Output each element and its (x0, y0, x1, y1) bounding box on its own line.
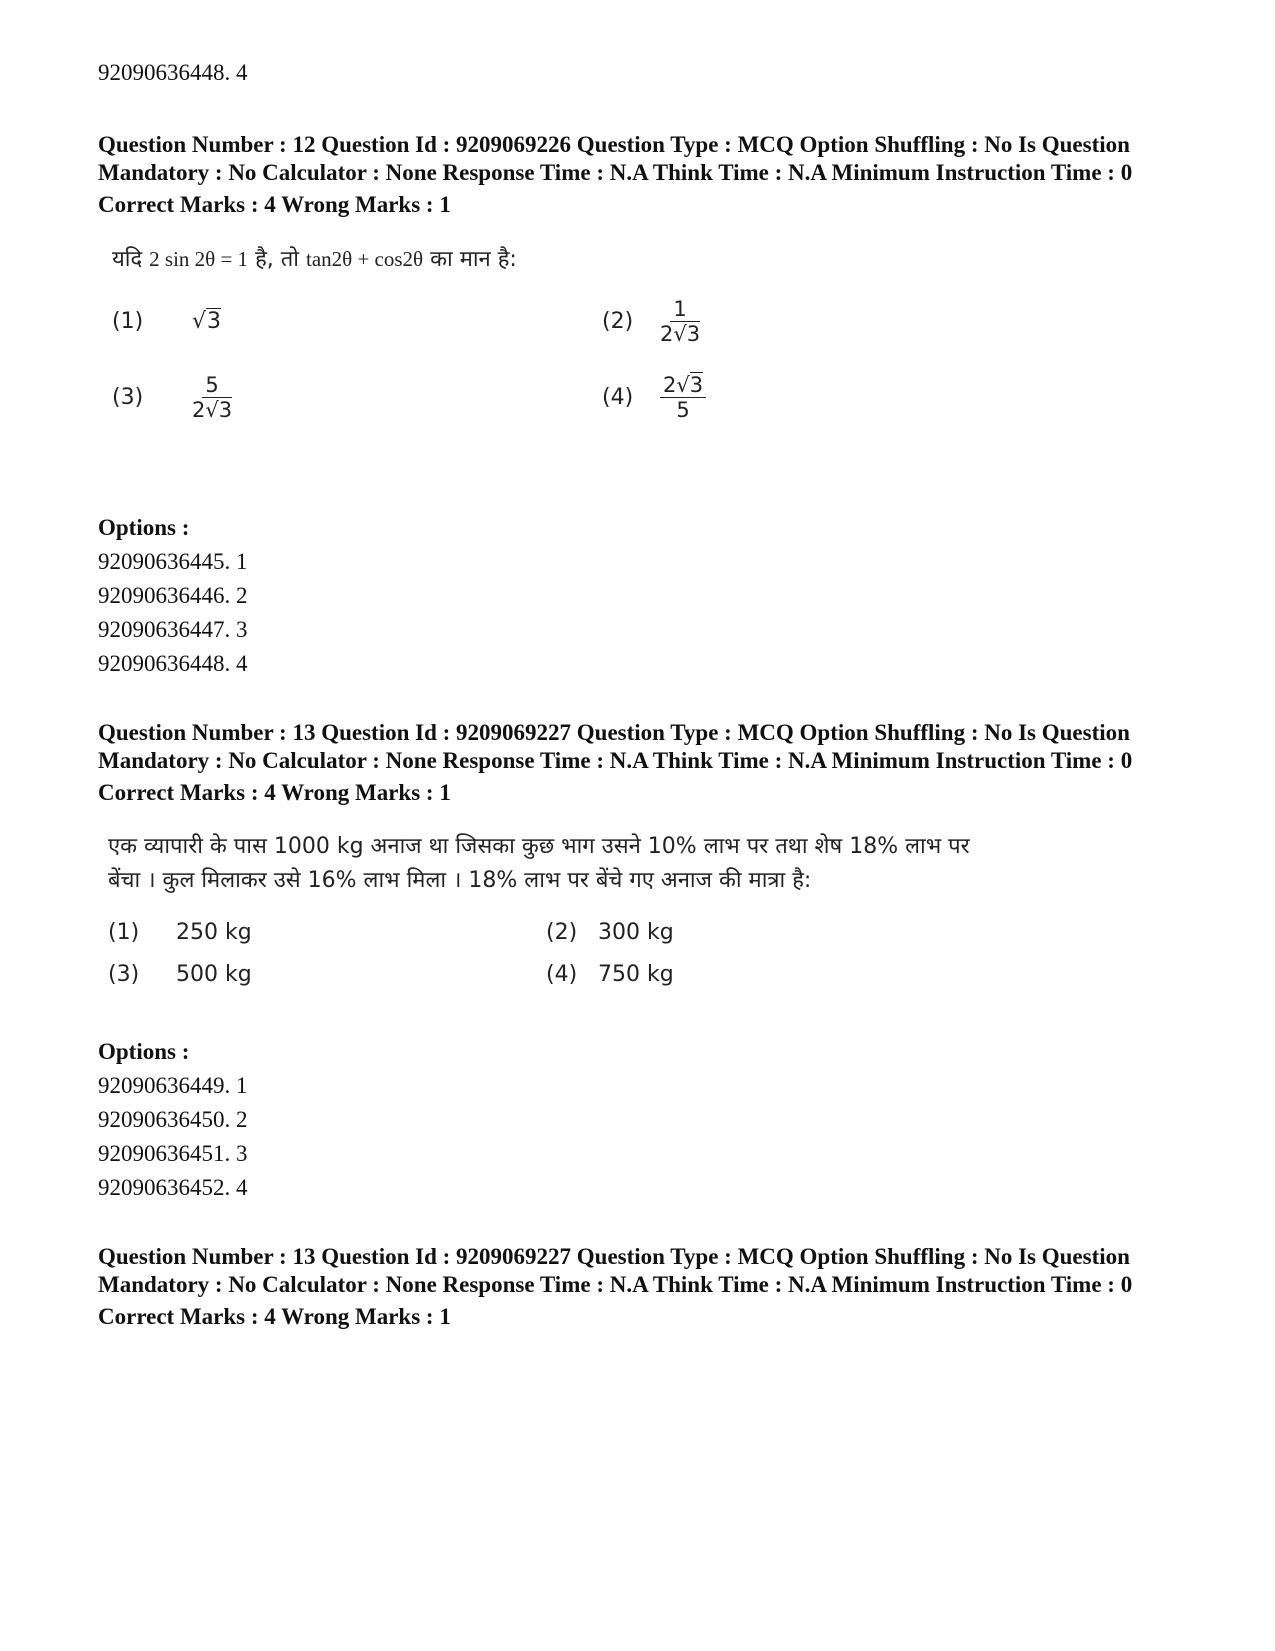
question-block-12 (98, 131, 1188, 427)
choice-2 (546, 914, 846, 950)
choice-number: (1) (108, 919, 140, 945)
question-block-13-repeat (98, 1243, 1188, 1354)
question-header: Question Number : 13 Question Id : 9209069227 Question Type : MCQ Option Shuffling : No Is Question Mandatory : No Calculator : None Response Time : N.A Think Time : N.A Minimum Instruction Time : 0 (98, 720, 1133, 773)
choice-text: 750 kg (598, 961, 674, 987)
choice-grid (112, 291, 1188, 427)
question-text-mid: है, तो (255, 247, 299, 272)
choice-4 (546, 956, 846, 992)
choice-number: (2) (602, 308, 634, 334)
option-line: 92090636445. 1 (98, 549, 248, 574)
choice-text: 250 kg (176, 919, 252, 945)
question-equation: 2 sin 2θ = 1 (149, 247, 249, 271)
option-line: 92090636448. 4 (98, 651, 248, 676)
choice-1 (112, 291, 602, 351)
fraction: $\frac{5}{2√3}$ (192, 372, 233, 422)
question-marks: Correct Marks : 4 Wrong Marks : 1 (98, 780, 451, 805)
choice-4 (602, 367, 902, 427)
fraction: $\frac{2√3}{5}$ (660, 373, 706, 422)
options-list-13 (98, 1035, 248, 1205)
question-image (108, 830, 1188, 992)
question-marks: Correct Marks : 4 Wrong Marks : 1 (98, 192, 451, 217)
choice-number: (2) (546, 919, 578, 945)
question-text-prefix: यदि (112, 247, 143, 272)
option-line: 92090636451. 3 (98, 1141, 248, 1166)
options-list-12 (98, 511, 248, 681)
question-block-13 (98, 719, 1188, 992)
question-header: Question Number : 12 Question Id : 9209069226 Question Type : MCQ Option Shuffling : No Is Question Mandatory : No Calculator : None Response Time : N.A Think Time : N.A Minimum Instruction Time : 0 (98, 132, 1133, 185)
choice-3 (108, 956, 546, 992)
option-line: 92090636449. 1 (98, 1073, 248, 1098)
question-expression: tan2θ + cos2θ (305, 247, 424, 271)
option-line: 92090636452. 4 (98, 1175, 248, 1200)
choice-1 (108, 914, 546, 950)
options-title: Options : (98, 1039, 190, 1064)
question-text-suffix: का मान है: (430, 247, 517, 272)
choice-number: (1) (112, 308, 144, 334)
option-line: 92090636450. 2 (98, 1107, 248, 1132)
question-image (112, 242, 1188, 427)
choice-number: (4) (602, 384, 634, 410)
question-header: Question Number : 13 Question Id : 9209069227 Question Type : MCQ Option Shuffling : No Is Question Mandatory : No Calculator : None Response Time : N.A Think Time : N.A Minimum Instruction Time : 0 (98, 1244, 1133, 1297)
option-line: 92090636447. 3 (98, 617, 248, 642)
question-marks: Correct Marks : 4 Wrong Marks : 1 (98, 1304, 451, 1329)
choice-3 (112, 367, 602, 427)
choice-grid (108, 914, 1188, 992)
choice-2 (602, 291, 902, 351)
choice-text: 300 kg (598, 919, 674, 945)
choice-number: (4) (546, 961, 578, 987)
sqrt-expression: √3 (192, 308, 222, 334)
question-text (112, 242, 1188, 277)
question-text-line-2: बेंचा । कुल मिलाकर उसे 16% लाभ मिला । 18% लाभ पर बेंचे गए अनाज की मात्रा है: (108, 868, 812, 893)
choice-number: (3) (112, 384, 144, 410)
option-line: 92090636448. 4 (98, 60, 248, 85)
options-title: Options : (98, 515, 190, 540)
option-line: 92090636446. 2 (98, 583, 248, 608)
question-text-line-1: एक व्यापारी के पास 1000 kg अनाज था जिसका कुछ भाग उसने 10% लाभ पर तथा शेष 18% लाभ पर (108, 834, 970, 859)
choice-text: 500 kg (176, 961, 252, 987)
fraction: $\frac{1}{2√3}$ (660, 296, 701, 346)
choice-number: (3) (108, 961, 140, 987)
